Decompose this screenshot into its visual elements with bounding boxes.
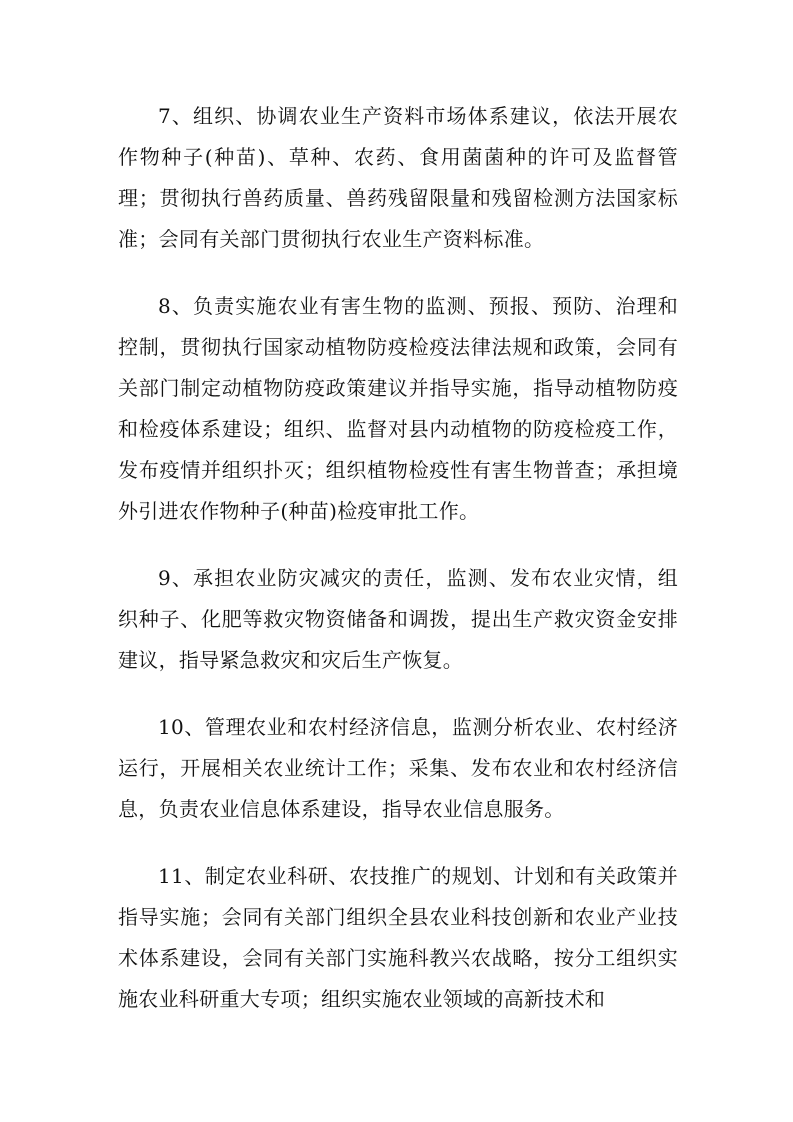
paragraph-10: 10、管理农业和农村经济信息，监测分析农业、农村经济运行，开展相关农业统计工作；采集、发布农业和农村经济信息，负责农业信息体系建设，指导农业信息服务。 [118, 715, 678, 821]
document-page [118, 96, 678, 1046]
paragraph-7: 7、组织、协调农业生产资料市场体系建议，依法开展农作物种子(种苗)、草种、农药、食用菌菌种的许可及监督管理；贯彻执行兽药质量、兽药残留限量和残留检测方法国家标准；会同有关部门贯彻执行农业生产资料标准。 [118, 104, 678, 251]
paragraph-8: 8、负责实施农业有害生物的监测、预报、预防、治理和控制，贯彻执行国家动植物防疫检疫法律法规和政策，会同有关部门制定动植物防疫政策建议并指导实施，指导动植物防疫和检疫体系建设；组织、监督对县内动植物的防疫检疫工作，发布疫情并组织扑灭；组织植物检疫性有害生物普查；承担境外引进农作物种子(种苗)检疫审批工作。 [118, 294, 678, 523]
paragraph-11: 11、制定农业科研、农技推广的规划、计划和有关政策并指导实施；会同有关部门组织全县农业科技创新和农业产业技术体系建设，会同有关部门实施科教兴农战略，按分工组织实施农业科研重大专项；组织实施农业领域的高新技术和 [118, 864, 678, 1011]
paragraph-9: 9、承担农业防灾减灾的责任，监测、发布农业灾情，组织种子、化肥等救灾物资储备和调拨，提出生产救灾资金安排建议，指导紧急救灾和灾后生产恢复。 [118, 566, 678, 672]
